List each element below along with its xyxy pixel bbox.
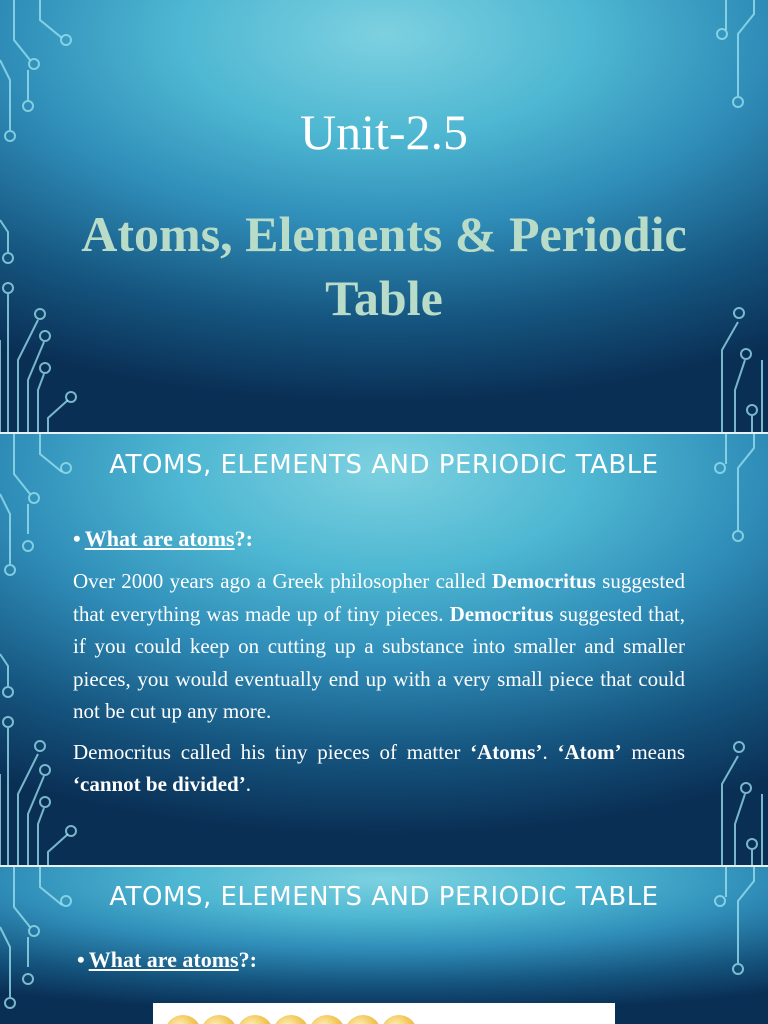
paragraph-atom-meaning <box>73 736 685 801</box>
bold-run: ‘cannot be divided’ <box>73 772 246 796</box>
body-text <box>73 565 685 809</box>
bold-run: ‘Atoms’ <box>470 739 543 764</box>
slide-heading: ATOMS, ELEMENTS AND PERIODIC TABLE <box>109 882 659 912</box>
sphere-icon <box>201 1015 237 1024</box>
bullet-suffix: ?: <box>234 526 253 551</box>
text-run: suggested that, if you could keep on cutting up a substance into smaller and smaller pieces, you would eventually end up with a very small piece that could not be cut up any more. <box>73 601 685 723</box>
sphere-icon <box>165 1015 201 1024</box>
what-are-atoms-link[interactable]: What are atoms <box>88 947 239 972</box>
content-slide-partial <box>0 867 768 1024</box>
bullet-what-are-atoms <box>73 526 253 552</box>
text-run: Over 2000 years ago a Greek philosopher called <box>73 569 493 593</box>
text-run: Democritus called his tiny pieces of matter <box>73 739 471 764</box>
text-run: . <box>542 739 558 764</box>
text-run: . <box>245 772 251 796</box>
sphere-icon <box>381 1015 417 1024</box>
what-are-atoms-link[interactable]: What are atoms <box>84 526 235 551</box>
bullet-dot-icon: • <box>77 947 85 972</box>
unit-title: Unit-2.5 <box>299 104 469 160</box>
sphere-icon <box>345 1015 381 1024</box>
sphere-icon <box>273 1015 309 1024</box>
paragraph-democritus <box>73 565 685 728</box>
sphere-icon <box>309 1015 345 1024</box>
atom-spheres-image <box>153 1003 615 1024</box>
bold-run: Democritus <box>449 601 554 626</box>
text-run: suggested that everything was made up of tiny pieces. <box>73 569 685 626</box>
slide-heading: ATOMS, ELEMENTS AND PERIODIC TABLE <box>109 450 659 480</box>
title-slide <box>0 0 768 432</box>
bullet-what-are-atoms <box>77 947 257 973</box>
main-title: Atoms, Elements & Periodic Table <box>81 206 687 326</box>
bullet-suffix: ?: <box>238 947 257 972</box>
bold-run: Democritus <box>492 569 596 593</box>
bullet-dot-icon: • <box>73 526 81 551</box>
bold-run: ‘Atom’ <box>557 739 622 764</box>
content-slide <box>0 434 768 865</box>
sphere-icon <box>237 1015 273 1024</box>
text-run: means <box>621 739 685 764</box>
